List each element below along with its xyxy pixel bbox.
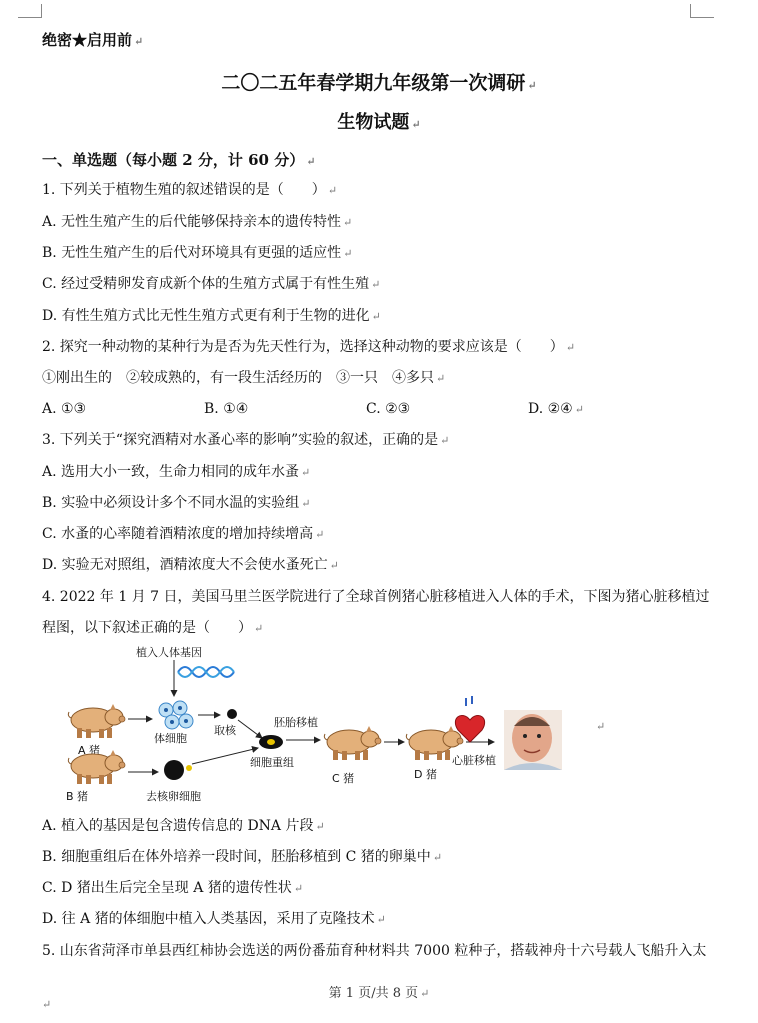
corner-mark-left bbox=[18, 4, 42, 18]
take-nucleus-label: 取核 bbox=[214, 724, 236, 737]
body-cell-icon bbox=[159, 701, 193, 729]
pig-a-label: A 猪 bbox=[78, 744, 101, 757]
q1-option-d: D. 有性生殖方式比无性生殖方式更有利于生物的进化 ↵ bbox=[42, 308, 381, 324]
q1-option-c: C. 经过受精卵发育成新个体的生殖方式属于有性生殖 ↵ bbox=[42, 276, 381, 292]
q2-option-d: D. ②④ bbox=[528, 401, 573, 417]
bottom-return-mark: ↵ bbox=[42, 998, 52, 1011]
q1-stem: 1. 下列关于植物生殖的叙述错误的是（ ） ↵ bbox=[42, 182, 338, 198]
q2-conditions: ①刚出生的 ②较成熟的，有一段生活经历的 ③一只 ④多只 ↵ bbox=[42, 370, 446, 386]
secret-label: 绝密★启用前 ↵ bbox=[42, 31, 144, 49]
recombined-cell-label: 细胞重组 bbox=[250, 756, 294, 769]
figure-return-mark: ↵ bbox=[596, 720, 606, 733]
q2-option-c: C. ②③ bbox=[366, 401, 411, 417]
pig-b-icon bbox=[68, 750, 125, 784]
body-cell-label: 体细胞 bbox=[154, 732, 187, 745]
q4-stem-line2: 程图，以下叙述正确的是（ ） ↵ bbox=[42, 620, 264, 636]
gene-label: 植入人体基因 bbox=[136, 646, 202, 659]
pig-c-label: C 猪 bbox=[332, 772, 355, 785]
pig-b-label: B 猪 bbox=[66, 790, 89, 803]
heart-transplant-label: 心脏移植 bbox=[452, 754, 496, 767]
q5-stem: 5. 山东省菏泽市单县西红柿协会选送的两份番茄育种材料共 7000 粒种子，搭载神舟十六号载人飞船升入太 bbox=[42, 943, 707, 959]
dna-icon bbox=[178, 667, 234, 677]
embryo-transfer-label: 胚胎移植 bbox=[274, 716, 318, 729]
pig-heart-transplant-diagram bbox=[58, 642, 598, 808]
q2-stem: 2. 探究一种动物的某种行为是否为先天性行为，选择这种动物的要求应该是（ ） ↵ bbox=[42, 339, 576, 355]
q4-option-c: C. D 猪出生后完全呈现 A 猪的遗传性状 ↵ bbox=[42, 880, 304, 896]
pig-d-label: D 猪 bbox=[414, 768, 437, 781]
page-title: 二〇二五年春学期九年级第一次调研 ↵ bbox=[221, 72, 537, 94]
q2-option-b: B. ①④ bbox=[204, 401, 249, 417]
q3-stem: 3. 下列关于“探究酒精对水蚤心率的影响”实验的叙述，正确的是 ↵ bbox=[42, 432, 450, 448]
q4-option-d: D. 往 A 猪的体细胞中植入人类基因，采用了克隆技术 ↵ bbox=[42, 911, 386, 927]
recombined-cell-icon bbox=[259, 735, 283, 749]
q4-option-a: A. 植入的基因是包含遗传信息的 DNA 片段 ↵ bbox=[42, 818, 325, 834]
nucleus-icon bbox=[227, 709, 237, 719]
human-patient-icon bbox=[504, 710, 562, 770]
pig-c-icon bbox=[324, 726, 381, 760]
q1-option-a: A. 无性生殖产生的后代能够保持亲本的遗传特性 ↵ bbox=[42, 214, 353, 230]
q2-options: A. ①③ B. ①④ C. ②③ D. ②④ ↵ bbox=[42, 401, 584, 417]
q3-option-d: D. 实验无对照组，酒精浓度大不会使水蚤死亡 ↵ bbox=[42, 557, 339, 573]
q3-option-b: B. 实验中必须设计多个不同水温的实验组 ↵ bbox=[42, 495, 311, 511]
corner-mark-right bbox=[690, 4, 714, 18]
page-subtitle: 生物试题 ↵ bbox=[337, 112, 421, 133]
arrow-egg-to-recombine bbox=[192, 748, 258, 764]
section-heading: 一、单选题（每小题 2 分，计 60 分） ↵ bbox=[42, 151, 316, 169]
egg-cell-icon bbox=[164, 760, 192, 780]
q4-option-b: B. 细胞重组后在体外培养一段时间，胚胎移植到 C 猪的卵巢中 ↵ bbox=[42, 849, 443, 865]
pig-a-icon bbox=[68, 704, 125, 738]
page-footer: 第 1 页/共 8 页 ↵ bbox=[328, 986, 430, 1001]
q3-option-c: C. 水蚤的心率随着酒精浓度的增加持续增高 ↵ bbox=[42, 526, 325, 542]
arrow-nucleus-to-recombine bbox=[238, 720, 262, 738]
q1-option-b: B. 无性生殖产生的后代对环境具有更强的适应性 ↵ bbox=[42, 245, 353, 261]
q2-option-a: A. ①③ bbox=[42, 401, 87, 417]
enucleated-egg-label: 去核卵细胞 bbox=[146, 790, 201, 803]
q4-stem-line1: 4. 2022 年 1 月 7 日，美国马里兰医学院进行了全球首例猪心脏移植进入人体的手术，下图为猪心脏移植过 bbox=[42, 589, 710, 605]
q3-option-a: A. 选用大小一致，生命力相同的成年水蚤 ↵ bbox=[42, 464, 311, 480]
